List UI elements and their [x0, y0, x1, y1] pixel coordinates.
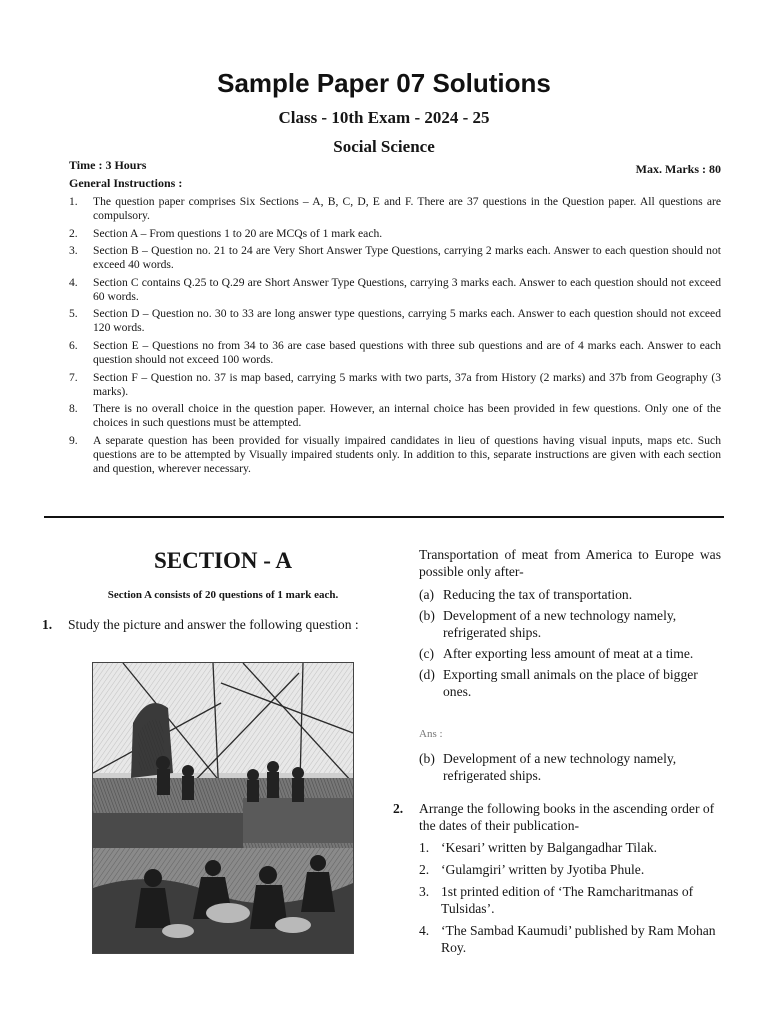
instruction-number: 5.: [69, 307, 78, 321]
answer-option: (b): [419, 751, 435, 766]
instruction-item: [69, 339, 721, 367]
max-marks-label: Max. Marks : 80: [635, 162, 721, 176]
question-1: [42, 616, 370, 633]
instruction-number: 6.: [69, 338, 78, 352]
instruction-text: Section E – Questions no from 34 to 36 are case based questions with three sub questions and are of 4 marks each. Answer to each question should not exceed 100 words.: [93, 338, 721, 366]
instruction-item: [69, 307, 721, 335]
list-number: 4.: [419, 923, 430, 938]
list-number: 1.: [419, 840, 430, 855]
question-number: 2.: [393, 801, 404, 816]
instruction-item: [69, 371, 721, 399]
instruction-text: Section D – Question no. 30 to 33 are long answer type questions, carrying 5 marks each. Answer to each question should not exceed 120 words.: [93, 307, 721, 335]
instruction-item: [69, 244, 721, 272]
time-label: Time : 3 Hours: [69, 158, 147, 172]
list-text: 1st printed edition of ‘The Ramcharitmanas of Tulsidas’.: [441, 884, 694, 916]
instruction-item: [69, 402, 721, 430]
instruction-text: Section C contains Q.25 to Q.29 are Short Answer Type Questions, carrying 3 marks each. Answer to each question should not exceed 60 words.: [93, 275, 721, 303]
question-1-continuation: Transportation of meat from America to Europe was possible only after-: [419, 547, 721, 579]
question-number: 1.: [42, 617, 53, 632]
instructions-heading: General Instructions :: [69, 176, 183, 190]
instruction-text: There is no overall choice in the question paper. However, an internal choice has been provided in few questions. Only one of the choices in such questions must be attempted.: [93, 402, 721, 430]
instruction-text: Section A – From questions 1 to 20 are MCQs of 1 mark each.: [93, 226, 383, 240]
instruction-number: 1.: [69, 195, 78, 208]
instruction-number: 8.: [69, 402, 78, 416]
page-title: Sample Paper 07 Solutions: [217, 68, 551, 98]
instruction-item: [69, 276, 721, 304]
question-text: Study the picture and answer the following question :: [68, 617, 359, 632]
list-number: 2.: [419, 862, 430, 877]
instruction-number: 9.: [69, 433, 78, 447]
answer-text: [419, 750, 721, 784]
instruction-item: [69, 434, 721, 476]
section-note: Section A consists of 20 questions of 1 mark each.: [107, 589, 339, 601]
instruction-text: The question paper comprises Six Sections – A, B, C, D, E and F. There are 37 questions in the Question paper. All questions are compulsory.: [93, 195, 721, 222]
option-text: Exporting small animals on the place of bigger ones.: [443, 667, 698, 699]
option-label: (c): [419, 646, 435, 661]
ship-engraving-illustration: [92, 662, 354, 954]
answer-label: Ans :: [419, 728, 443, 740]
list-text: ‘Gulamgiri’ written by Jyotiba Phule.: [441, 862, 645, 877]
instruction-item: [69, 195, 721, 223]
option-text: Reducing the tax of transportation.: [443, 587, 633, 602]
instruction-number: 3.: [69, 244, 78, 258]
option-item: [419, 645, 721, 662]
list-item: [419, 839, 721, 856]
section-title: SECTION - A: [153, 548, 293, 573]
instruction-text: Section F – Question no. 37 is map based, carrying 5 marks with two parts, 37a from History (2 marks) and 37b from Geography (3 marks).: [93, 370, 721, 398]
instruction-text: Section B – Question no. 21 to 24 are Very Short Answer Type Questions, carrying 2 marks each. Answer to each question should not exceed 40 words.: [93, 244, 721, 272]
list-text: ‘Kesari’ written by Balgangadhar Tilak.: [441, 840, 658, 855]
options-list: [419, 586, 721, 704]
instruction-number: 7.: [69, 370, 78, 384]
instruction-item: [69, 227, 721, 241]
answer-body: Development of a new technology namely, refrigerated ships.: [443, 751, 677, 783]
option-text: After exporting less amount of meat at a time.: [443, 646, 694, 661]
list-item: [419, 922, 721, 956]
list-item: [419, 861, 721, 878]
question-text: Arrange the following books in the ascending order of the dates of their publication-: [419, 801, 715, 833]
list-number: 3.: [419, 884, 430, 899]
option-item: [419, 666, 721, 700]
section-divider: [44, 516, 724, 518]
instruction-text: A separate question has been provided for visually impaired candidates in lieu of questions having visual inputs, maps etc. Such questions are to be attempted by Visually impaired students only. In addition to this, separate instructions are given with each section and question, wherever necessary.: [93, 433, 721, 475]
instructions-list: [69, 195, 721, 479]
instruction-number: 4.: [69, 275, 78, 289]
question-2: [393, 800, 721, 834]
option-text: Development of a new technology namely, refrigerated ships.: [443, 608, 677, 640]
instruction-number: 2.: [69, 226, 78, 240]
subject-title: Social Science: [333, 137, 435, 156]
exam-subtitle: Class - 10th Exam - 2024 - 25: [278, 108, 490, 127]
option-label: (b): [419, 608, 435, 623]
option-label: (d): [419, 667, 435, 682]
option-item: [419, 607, 721, 641]
option-label: (a): [419, 587, 435, 602]
list-text: ‘The Sambad Kaumudi’ published by Ram Mohan Roy.: [441, 923, 716, 955]
option-item: [419, 586, 721, 603]
books-list: [419, 839, 721, 961]
list-item: [419, 883, 721, 917]
